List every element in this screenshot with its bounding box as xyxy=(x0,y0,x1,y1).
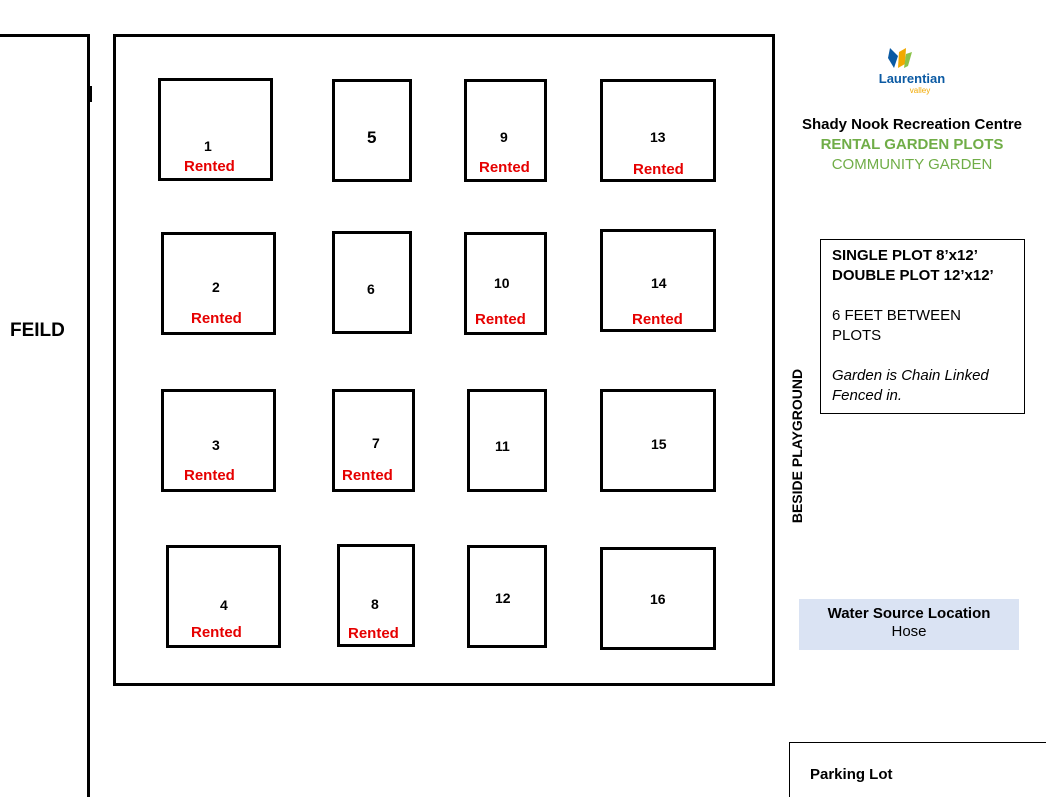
plot-status: Rented xyxy=(191,310,242,327)
plot-number: 12 xyxy=(495,590,511,606)
parking-lot-label: Parking Lot xyxy=(810,766,893,783)
plot-number: 7 xyxy=(372,435,380,451)
plot-number: 3 xyxy=(212,437,220,453)
plot-9[interactable] xyxy=(464,79,547,182)
plot-12[interactable] xyxy=(467,545,547,648)
info-single-plot: SINGLE PLOT 8’x12’ xyxy=(832,247,978,264)
plot-6[interactable] xyxy=(332,231,412,334)
page-title: Shady Nook Recreation Centre xyxy=(801,116,1023,133)
info-spacing-2: PLOTS xyxy=(832,327,882,344)
plot-number: 6 xyxy=(367,281,375,297)
plot-info-box xyxy=(820,239,1025,414)
plot-5[interactable] xyxy=(332,79,412,182)
plot-number: 11 xyxy=(495,438,510,454)
plot-status: Rented xyxy=(633,161,684,178)
plot-status: Rented xyxy=(184,467,235,484)
water-source-title: Water Source Location xyxy=(827,605,991,622)
plot-number: 5 xyxy=(367,128,377,147)
plot-status: Rented xyxy=(479,159,530,176)
water-source-box xyxy=(799,599,1019,650)
plot-15[interactable] xyxy=(600,389,716,492)
plot-status: Rented xyxy=(191,624,242,641)
plot-number: 13 xyxy=(650,129,666,145)
logo-subtext: valley xyxy=(909,86,931,95)
plot-status: Rented xyxy=(632,311,683,328)
field-boundary-line xyxy=(87,34,90,797)
plot-7[interactable] xyxy=(332,389,415,492)
plot-10[interactable] xyxy=(464,232,547,335)
plot-status: Rented xyxy=(475,311,526,328)
plot-4[interactable] xyxy=(166,545,281,648)
plot-13[interactable] xyxy=(600,79,716,182)
plot-3[interactable] xyxy=(161,389,276,492)
plot-status: Rented xyxy=(342,467,393,484)
plot-number: 2 xyxy=(212,279,220,295)
water-source-detail: Hose xyxy=(891,623,927,640)
field-label: FEILD xyxy=(10,320,65,341)
plot-16[interactable] xyxy=(600,547,716,650)
plot-number: 1 xyxy=(204,138,212,154)
info-spacing: 6 FEET BETWEEN xyxy=(832,307,961,324)
plot-number: 10 xyxy=(494,275,510,291)
info-fence: Garden is Chain Linked xyxy=(832,367,989,384)
plot-number: 4 xyxy=(220,597,228,613)
field-boundary-tick xyxy=(88,86,92,102)
plot-number: 8 xyxy=(371,596,379,612)
plot-status: Rented xyxy=(184,158,235,175)
plot-number: 14 xyxy=(651,275,667,291)
plot-number: 15 xyxy=(651,436,667,452)
playground-label: BESIDE PLAYGROUND xyxy=(789,368,805,524)
plot-2[interactable] xyxy=(161,232,276,335)
plot-number: 9 xyxy=(500,129,508,145)
logo-text: Laurentian xyxy=(878,71,946,86)
page-subtitle: RENTAL GARDEN PLOTS xyxy=(820,136,1004,153)
plot-11[interactable] xyxy=(467,389,547,492)
plot-8[interactable] xyxy=(337,544,415,647)
plot-number: 16 xyxy=(650,591,666,607)
laurentian-valley-logo xyxy=(872,46,952,98)
field-boundary-top xyxy=(0,34,90,37)
plot-1[interactable] xyxy=(158,78,273,181)
info-fence-2: Fenced in. xyxy=(832,387,903,404)
plot-status: Rented xyxy=(348,625,399,642)
info-double-plot: DOUBLE PLOT 12’x12’ xyxy=(832,267,994,284)
page-subtitle-2: COMMUNITY GARDEN xyxy=(831,156,993,173)
plot-14[interactable] xyxy=(600,229,716,332)
